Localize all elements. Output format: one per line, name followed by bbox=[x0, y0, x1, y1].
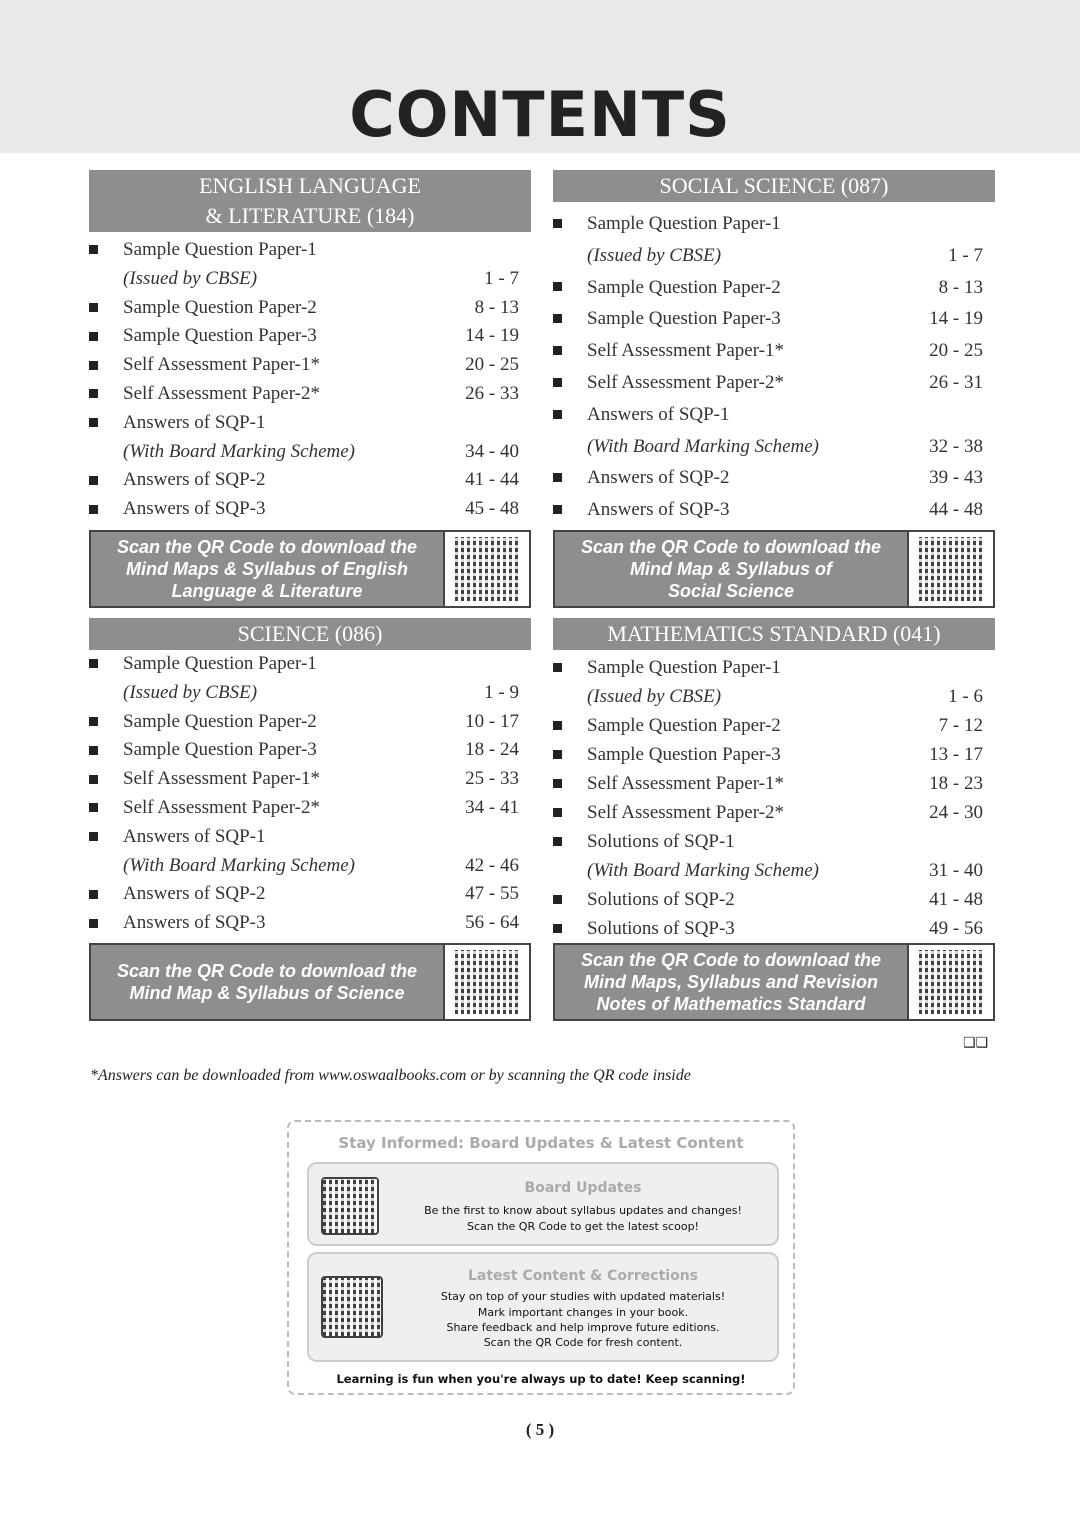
contents-row bbox=[553, 711, 995, 740]
bullet-icon bbox=[553, 663, 562, 672]
bullet-icon bbox=[553, 314, 562, 323]
latest-content-card bbox=[307, 1252, 779, 1362]
page-range: 14 - 19 bbox=[465, 325, 519, 347]
bullet-icon bbox=[553, 473, 562, 482]
qr-caption-line: Mind Maps, Syllabus and Revision bbox=[583, 972, 879, 992]
section-heading bbox=[89, 170, 531, 232]
page-title: CONTENTS bbox=[349, 78, 731, 151]
bullet-icon bbox=[553, 895, 562, 904]
section-english bbox=[89, 170, 531, 520]
contents-row bbox=[553, 798, 995, 827]
contents-row bbox=[553, 856, 995, 885]
contents-row bbox=[553, 885, 995, 914]
contents-row bbox=[553, 399, 995, 431]
contents-row bbox=[89, 794, 531, 823]
page-range: 45 - 48 bbox=[465, 498, 519, 520]
qr-caption bbox=[555, 532, 909, 606]
contents-row bbox=[553, 367, 995, 399]
qr-code-icon[interactable] bbox=[919, 537, 983, 601]
qr-caption bbox=[555, 945, 909, 1019]
entry-label: Sample Question Paper-3 bbox=[123, 325, 317, 347]
card-title: Board Updates bbox=[524, 1180, 642, 1196]
bullet-icon bbox=[89, 418, 98, 427]
page-range: 1 - 6 bbox=[948, 686, 983, 707]
section-maths bbox=[553, 618, 995, 939]
board-updates-card bbox=[307, 1162, 779, 1246]
contents-row bbox=[553, 914, 995, 943]
bullet-icon bbox=[553, 779, 562, 788]
qr-download-box-social bbox=[553, 530, 995, 608]
bullet-icon bbox=[89, 245, 98, 254]
bullet-icon bbox=[553, 837, 562, 846]
entry-label: Answers of SQP-2 bbox=[587, 467, 730, 489]
contents-row bbox=[553, 208, 995, 240]
heading-line: & LITERATURE (184) bbox=[205, 203, 415, 228]
page-range: 8 - 13 bbox=[938, 276, 983, 298]
entry-label: Sample Question Paper-2 bbox=[123, 296, 317, 318]
qr-download-box-maths bbox=[553, 943, 995, 1021]
entry-label: Sample Question Paper-1 bbox=[587, 213, 781, 234]
qr-caption-line: Scan the QR Code to download the bbox=[580, 950, 881, 970]
qr-caption-line: Scan the QR Code to download the bbox=[116, 961, 417, 981]
page-range: 14 - 19 bbox=[929, 308, 983, 330]
qr-caption-line: Notes of Mathematics Standard bbox=[596, 994, 866, 1014]
page-range: 26 - 31 bbox=[929, 371, 983, 393]
contents-row bbox=[553, 740, 995, 769]
contents-row bbox=[553, 240, 995, 272]
contents-row bbox=[89, 650, 531, 679]
info-title: Stay Informed: Board Updates & Latest Content bbox=[338, 1134, 744, 1152]
entry-label: Sample Question Paper-1 bbox=[123, 239, 317, 260]
section-heading bbox=[553, 618, 995, 650]
info-footer: Learning is fun when you're always up to date! Keep scanning! bbox=[336, 1372, 746, 1386]
qr-code-icon[interactable] bbox=[455, 950, 519, 1014]
bullet-icon bbox=[89, 890, 98, 899]
page-range: 10 - 17 bbox=[465, 710, 519, 732]
entry-label: Sample Question Paper-3 bbox=[123, 739, 317, 761]
qr-code-icon[interactable] bbox=[321, 1177, 379, 1235]
entry-label: Self Assessment Paper-1* bbox=[123, 768, 320, 790]
contents-row bbox=[89, 679, 531, 708]
qr-caption bbox=[91, 532, 445, 606]
bullet-icon bbox=[553, 378, 562, 387]
contents-row bbox=[553, 431, 995, 463]
qr-download-box-science bbox=[89, 943, 531, 1021]
entry-label: Solutions of SQP-2 bbox=[587, 889, 735, 910]
contents-row bbox=[553, 653, 995, 682]
end-mark: ❑❑ bbox=[963, 1035, 989, 1051]
bullet-icon bbox=[89, 361, 98, 370]
entry-label: Sample Question Paper-3 bbox=[587, 744, 781, 765]
bullet-icon bbox=[89, 832, 98, 841]
page-range: 31 - 40 bbox=[929, 860, 983, 881]
contents-row bbox=[89, 909, 531, 938]
page-range: 1 - 7 bbox=[484, 267, 519, 289]
entry-label: Sample Question Paper-3 bbox=[587, 308, 781, 330]
qr-caption-line: Mind Map & Syllabus of bbox=[629, 559, 832, 579]
contents-row bbox=[89, 880, 531, 909]
entry-label: Self Assessment Paper-1* bbox=[587, 340, 784, 362]
bullet-icon bbox=[553, 924, 562, 933]
entry-label: Sample Question Paper-1 bbox=[123, 653, 317, 674]
contents-row bbox=[553, 462, 995, 494]
page-range: 7 - 12 bbox=[938, 715, 983, 736]
qr-download-box-english bbox=[89, 530, 531, 608]
entry-label: (Issued by CBSE) bbox=[123, 681, 258, 703]
info-box bbox=[287, 1120, 795, 1395]
page-range: 13 - 17 bbox=[929, 744, 983, 765]
qr-caption-line: Language & Literature bbox=[171, 581, 363, 601]
page-range: 20 - 25 bbox=[929, 340, 983, 362]
bullet-icon bbox=[553, 505, 562, 514]
page-range: 1 - 9 bbox=[484, 681, 519, 703]
contents-row bbox=[89, 265, 531, 294]
contents-row bbox=[89, 380, 531, 409]
contents-row bbox=[89, 852, 531, 881]
page-range: 1 - 7 bbox=[948, 244, 983, 266]
heading-line: MATHEMATICS STANDARD (041) bbox=[607, 621, 941, 646]
card-line: Stay on top of your studies with updated materials! bbox=[440, 1290, 726, 1303]
bullet-icon bbox=[89, 717, 98, 726]
contents-row bbox=[89, 823, 531, 852]
page-range: 18 - 23 bbox=[929, 773, 983, 794]
entry-label: Self Assessment Paper-2* bbox=[123, 796, 320, 818]
page-range: 24 - 30 bbox=[929, 802, 983, 823]
page-range: 32 - 38 bbox=[929, 435, 983, 457]
bullet-icon bbox=[553, 219, 562, 228]
bullet-icon bbox=[89, 389, 98, 398]
section-social bbox=[553, 170, 995, 521]
page-range: 18 - 24 bbox=[465, 739, 519, 761]
page-range: 25 - 33 bbox=[465, 768, 519, 790]
page-range: 34 - 41 bbox=[465, 796, 519, 818]
entry-label: Sample Question Paper-2 bbox=[587, 715, 781, 736]
contents-row bbox=[89, 351, 531, 380]
contents-row bbox=[89, 466, 531, 495]
qr-caption-line: Mind Maps & Syllabus of English bbox=[125, 559, 408, 579]
bullet-icon bbox=[553, 750, 562, 759]
entry-label: (With Board Marking Scheme) bbox=[123, 440, 355, 462]
entry-label: Solutions of SQP-1 bbox=[587, 831, 735, 852]
entry-label: Self Assessment Paper-2* bbox=[587, 802, 784, 823]
contents-row bbox=[89, 736, 531, 765]
page-range: 26 - 33 bbox=[465, 382, 519, 404]
bullet-icon bbox=[89, 659, 98, 668]
bullet-icon bbox=[553, 282, 562, 291]
section-heading bbox=[553, 170, 995, 202]
entry-label: (With Board Marking Scheme) bbox=[123, 854, 355, 876]
bullet-icon bbox=[89, 746, 98, 755]
entry-label: (With Board Marking Scheme) bbox=[587, 860, 819, 881]
qr-caption-line: Scan the QR Code to download the bbox=[580, 537, 881, 557]
contents-row bbox=[89, 409, 531, 438]
bullet-icon bbox=[89, 775, 98, 784]
qr-code-icon[interactable] bbox=[919, 950, 983, 1014]
card-line: Share feedback and help improve future editions. bbox=[446, 1321, 720, 1334]
qr-caption-line: Scan the QR Code to download the bbox=[116, 537, 417, 557]
entry-label: (Issued by CBSE) bbox=[123, 267, 258, 289]
contents-row bbox=[553, 272, 995, 304]
page-range: 8 - 13 bbox=[474, 296, 519, 318]
card-line: Scan the QR Code for fresh content. bbox=[483, 1336, 683, 1349]
bullet-icon bbox=[89, 332, 98, 341]
entry-label: (Issued by CBSE) bbox=[587, 244, 722, 266]
entry-label: Answers of SQP-2 bbox=[123, 883, 266, 905]
entry-label: Self Assessment Paper-2* bbox=[587, 371, 784, 393]
bullet-icon bbox=[89, 505, 98, 514]
bullet-icon bbox=[89, 919, 98, 928]
page-range: 47 - 55 bbox=[465, 883, 519, 905]
card-line: Be the first to know about syllabus updates and changes! bbox=[424, 1204, 742, 1217]
entry-label: Sample Question Paper-1 bbox=[587, 657, 781, 678]
entry-label: Answers of SQP-3 bbox=[123, 498, 266, 520]
contents-row bbox=[89, 438, 531, 467]
contents-row bbox=[553, 682, 995, 711]
contents-row bbox=[553, 303, 995, 335]
entry-label: Answers of SQP-2 bbox=[123, 469, 266, 491]
bullet-icon bbox=[553, 410, 562, 419]
entry-label: Self Assessment Paper-1* bbox=[123, 354, 320, 376]
qr-code-icon[interactable] bbox=[321, 1276, 383, 1338]
page-range: 39 - 43 bbox=[929, 467, 983, 489]
contents-row bbox=[89, 236, 531, 265]
entry-label: (Issued by CBSE) bbox=[587, 686, 722, 707]
bullet-icon bbox=[89, 803, 98, 812]
page-range: 41 - 44 bbox=[465, 469, 519, 491]
bullet-icon bbox=[553, 808, 562, 817]
entry-label: Answers of SQP-1 bbox=[587, 403, 730, 425]
page-range: 49 - 56 bbox=[929, 918, 983, 939]
contents-row bbox=[553, 827, 995, 856]
bullet-icon bbox=[553, 346, 562, 355]
entry-label: Self Assessment Paper-1* bbox=[587, 773, 784, 794]
contents-row bbox=[89, 322, 531, 351]
contents-row bbox=[89, 708, 531, 737]
card-title: Latest Content & Corrections bbox=[467, 1268, 699, 1284]
contents-row bbox=[553, 494, 995, 526]
entry-label: Answers of SQP-3 bbox=[587, 499, 730, 521]
entry-label: (With Board Marking Scheme) bbox=[587, 435, 819, 457]
heading-line: SCIENCE (086) bbox=[237, 621, 383, 646]
page-range: 41 - 48 bbox=[929, 889, 983, 910]
card-line: Scan the QR Code to get the latest scoop! bbox=[467, 1220, 699, 1233]
qr-code-icon[interactable] bbox=[455, 537, 519, 601]
entry-label: Answers of SQP-1 bbox=[123, 825, 266, 847]
qr-caption-line: Social Science bbox=[667, 581, 795, 601]
bullet-icon bbox=[89, 476, 98, 485]
card-line: Mark important changes in your book. bbox=[477, 1306, 689, 1319]
page-range: 34 - 40 bbox=[465, 440, 519, 462]
page-range: 42 - 46 bbox=[465, 854, 519, 876]
entry-label: Self Assessment Paper-2* bbox=[123, 382, 320, 404]
entry-label: Answers of SQP-1 bbox=[123, 411, 266, 433]
heading-line: SOCIAL SCIENCE (087) bbox=[659, 173, 889, 198]
entry-label: Sample Question Paper-2 bbox=[587, 276, 781, 298]
contents-row bbox=[89, 765, 531, 794]
heading-line: ENGLISH LANGUAGE bbox=[199, 173, 421, 198]
section-heading bbox=[89, 618, 531, 650]
contents-row bbox=[553, 769, 995, 798]
contents-row bbox=[553, 335, 995, 367]
bullet-icon bbox=[553, 721, 562, 730]
contents-row bbox=[89, 495, 531, 524]
contents-row bbox=[89, 294, 531, 323]
entry-label: Answers of SQP-3 bbox=[123, 912, 266, 934]
page-range: 20 - 25 bbox=[465, 354, 519, 376]
page-range: 56 - 64 bbox=[465, 912, 519, 934]
entry-label: Solutions of SQP-3 bbox=[587, 918, 735, 939]
footnote: *Answers can be downloaded from www.oswaalbooks.com or by scanning the QR code inside bbox=[90, 1067, 691, 1084]
bullet-icon bbox=[89, 303, 98, 312]
section-science bbox=[89, 618, 531, 934]
qr-caption bbox=[91, 945, 445, 1019]
qr-caption-line: Mind Map & Syllabus of Science bbox=[129, 983, 405, 1003]
page-range: 44 - 48 bbox=[929, 499, 983, 521]
entry-label: Sample Question Paper-2 bbox=[123, 710, 317, 732]
page-number: ( 5 ) bbox=[525, 1420, 555, 1439]
